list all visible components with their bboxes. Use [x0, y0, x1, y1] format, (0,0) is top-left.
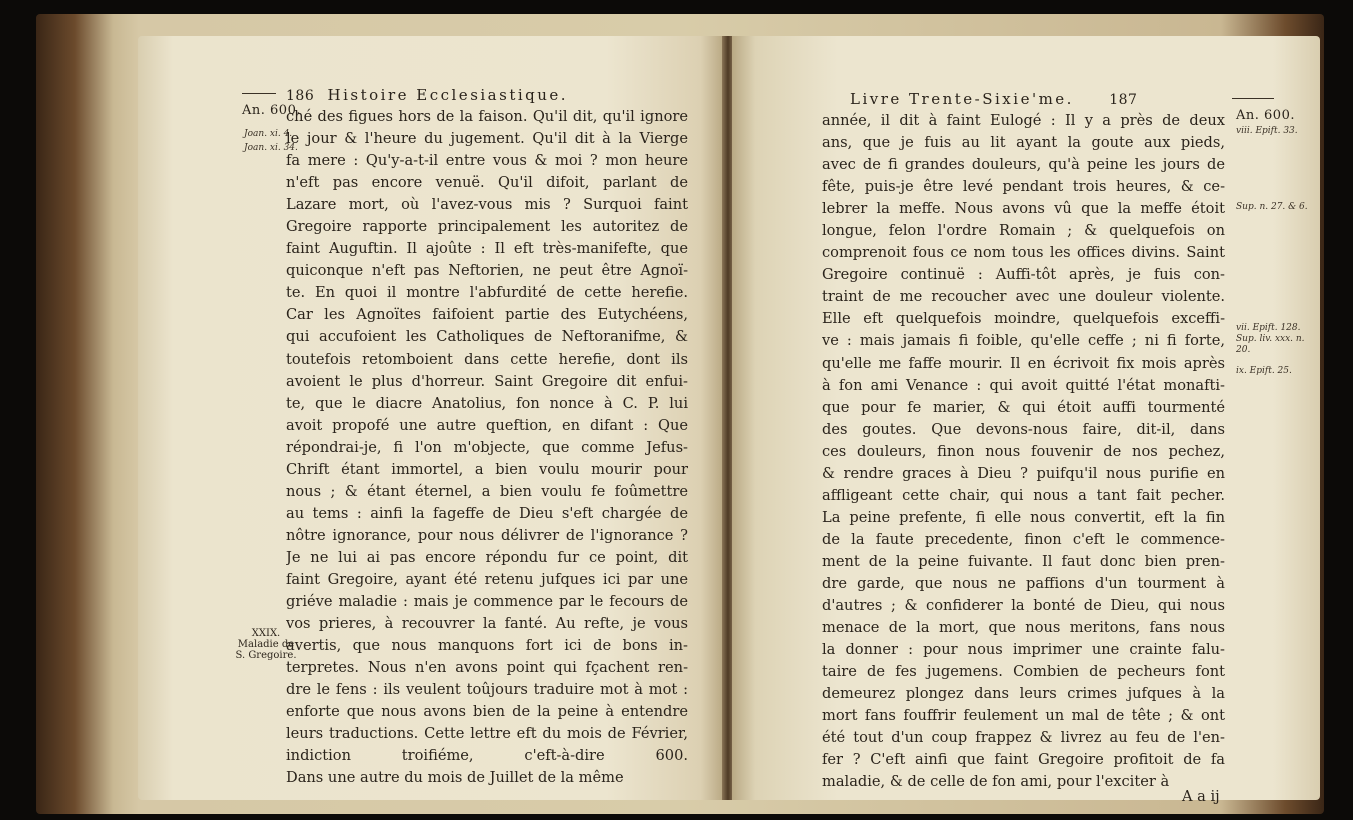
text-line: demeurez plongez dans leurs crimes jufques à la [822, 685, 1225, 703]
text-line: fête, puis-je être levé pendant trois heures, & ce- [822, 178, 1225, 196]
text-line: affligeant cette chair, qui nous a tant fait pecher. [822, 486, 1225, 504]
book-block [36, 14, 1324, 814]
text-line: lebrer la meffe. Nous avons vû que la meffe étoit [822, 200, 1225, 218]
left-margin-year: An. 600. [242, 103, 301, 118]
text-line: au tems : ainfi la fageffe de Dieu s'eft chargée de [286, 504, 688, 522]
text-line: nous ; & étant éternel, a bien voulu fe foûmettre [286, 482, 688, 500]
text-line: Chrift étant immortel, a bien voulu mourir pour [286, 460, 688, 478]
text-line: traint de me recoucher avec une douleur violente. [822, 288, 1225, 306]
left-margin-ref-2: Joan. xi. 34. [244, 143, 298, 153]
text-line: La peine prefente, fi elle nous convertit, eft la fin [822, 508, 1225, 526]
text-line: avoit propofé une autre queftion, en difant : Que [286, 416, 688, 434]
text-line: été tout d'un coup frappez & livrez au feu de l'en- [822, 729, 1225, 747]
text-line: des goutes. Que devons-nous faire, dit-il, dans [822, 420, 1225, 438]
text-line: nôtre ignorance, pour nous délivrer de l'ignorance ? [286, 526, 688, 544]
text-line: te, que le diacre Anatolius, fon nonce à C. P. lui [286, 394, 688, 412]
text-line: faint Gregoire, ayant été retenu jufques ici par une [286, 570, 688, 588]
text-line: maladie, & de celle de fon ami, pour l'exciter à [822, 773, 1170, 791]
section-title-line-2: S. Gregoire. [235, 650, 297, 661]
text-line: terpretes. Nous n'en avons point qui fçachent ren- [286, 659, 688, 677]
text-line: & rendre graces à Dieu ? puifqu'il nous purifie en [822, 464, 1225, 482]
text-line: leurs traductions. Cette lettre eft du mois de Février, [286, 725, 688, 743]
right-margin-ref-5: 20. [1236, 345, 1251, 355]
text-line: te. En quoi il montre l'abfurdité de cette herefie. [286, 284, 688, 302]
text-line: Car les Agnoïtes faifoient partie des Eutychéens, [286, 306, 688, 324]
text-line: Gregoire continuë : Auffi-tôt après, je fuis con- [822, 266, 1225, 284]
left-margin-ref-1: Joan. xi. 4. [244, 129, 293, 139]
right-margin-ref-3: vii. Epift. 128. [1236, 323, 1301, 333]
text-line: ces douleurs, finon nous fouvenir de nos pechez, [822, 442, 1225, 460]
text-line: longue, felon l'ordre Romain ; & quelquefois on [822, 222, 1225, 240]
text-line: ve : mais jamais fi foible, qu'elle ceffe ; ni fi forte, [822, 332, 1225, 350]
text-line: griéve maladie : mais je commence par le fecours de [286, 593, 688, 611]
text-line: de la faute precedente, finon c'eft le commence- [822, 530, 1225, 548]
text-line: avertis, que nous manquons fort ici de bons in- [286, 637, 688, 655]
text-line: ans, que je fuis au lit ayant la goute aux pieds, [822, 134, 1225, 152]
left-page [138, 36, 724, 800]
text-line: Elle eft quelquefois moindre, quelquefois exceffi- [822, 310, 1225, 328]
right-margin-year: An. 600. [1236, 108, 1295, 123]
right-page-number: 187 [1109, 92, 1138, 108]
catchword-signature: A a ij [1182, 788, 1220, 805]
left-body-text [286, 106, 688, 789]
head-rule [1232, 98, 1274, 99]
right-running-title: Livre Trente-Sixie'me. [850, 90, 1074, 108]
text-line: ché des figues hors de la faison. Qu'il dit, qu'il ignore [286, 108, 688, 125]
text-line: qui accufoient les Catholiques de Neftoranifme, & [286, 328, 688, 346]
text-line: fa mere : Qu'y-a-t-il entre vous & moi ? mon heure [286, 152, 688, 170]
text-line: menace de la mort, que nous meritons, fans nous [822, 619, 1225, 637]
right-margin-ref-1: viii. Epift. 33. [1236, 126, 1298, 136]
text-line: la donner : pour nous imprimer une crainte falu- [822, 641, 1225, 659]
right-page [732, 36, 1320, 805]
section-sidenote [234, 628, 298, 661]
right-margin-ref-4: Sup. liv. xxx. n. [1236, 334, 1305, 344]
text-line: ment de la peine fuivante. Il faut donc bien pren- [822, 552, 1225, 570]
text-line: avoient le plus d'horreur. Saint Gregoire dit enfui- [286, 372, 688, 390]
right-margin-ref-6: ix. Epift. 25. [1236, 366, 1292, 376]
section-number: XXIX. [251, 628, 281, 639]
text-line: toutefois retomboient dans cette herefie, dont ils [286, 350, 688, 368]
text-line: qu'elle me faffe mourir. Il en écrivoit fix mois après [822, 354, 1225, 372]
text-line: Je ne lui ai pas encore répondu fur ce point, dit [286, 548, 688, 566]
text-line: d'autres ; & confiderer la bonté de Dieu, qui nous [822, 597, 1225, 615]
text-line: comprenoit fous ce nom tous les offices divins. Saint [822, 244, 1225, 262]
text-line: dre garde, que nous ne paffions d'un tourment à [822, 574, 1225, 592]
left-running-title: Histoire Ecclesiastique. [327, 86, 569, 104]
text-line: mort fans fouffrir feulement un mal de tête ; & ont [822, 707, 1225, 725]
text-line: que pour fe marier, & qui étoit auffi tourmenté [822, 398, 1225, 416]
left-running-head [286, 86, 568, 108]
head-rule [242, 93, 276, 94]
text-line: à fon ami Venance : qui avoit quitté l'état monafti- [822, 376, 1225, 394]
text-line: n'eft pas encore venuë. Qu'il difoit, parlant de [286, 174, 688, 192]
text-line: indiction troifiéme, c'eft-à-dire 600. [286, 747, 688, 765]
text-line: quiconque n'eft pas Neftorien, ne peut être Agnoï- [286, 262, 688, 280]
text-line: faint Auguftin. Il ajoûte : Il eft très-manifefte, que [286, 240, 688, 258]
text-line: le jour & l'heure du jugement. Qu'il dit à la Vierge [286, 130, 688, 148]
right-running-head [850, 90, 1137, 112]
left-page-number: 186 [286, 88, 315, 104]
text-line: Lazare mort, où l'avez-vous mis ? Surquoi faint [286, 196, 688, 214]
text-line: année, il dit à faint Eulogé : Il y a près de deux [822, 112, 1225, 129]
text-line: dre le fens : ils veulent toûjours traduire mot à mot : [286, 681, 688, 699]
text-line: avec de fi grandes douleurs, qu'à peine les jours de [822, 156, 1225, 174]
text-line: taire de fes jugemens. Combien de pecheurs font [822, 663, 1225, 681]
text-line: Gregoire rapporte principalement les autoritez de [286, 218, 688, 236]
text-line: Dans une autre du mois de Juillet de la même [286, 769, 624, 787]
text-line: fer ? C'eft ainfi que faint Gregoire profitoit de fa [822, 751, 1225, 769]
text-line: vos prieres, à recouvrer la fanté. Au refte, je vous [286, 615, 688, 633]
text-line: répondrai-je, fi l'on m'objecte, que comme Jefus- [286, 438, 688, 456]
text-line: enforte que nous avons bien de la peine à entendre [286, 703, 688, 721]
right-body-text [822, 110, 1225, 793]
section-title-line-1: Maladie de [237, 639, 295, 650]
right-margin-ref-2: Sup. n. 27. & 6. [1236, 202, 1308, 212]
